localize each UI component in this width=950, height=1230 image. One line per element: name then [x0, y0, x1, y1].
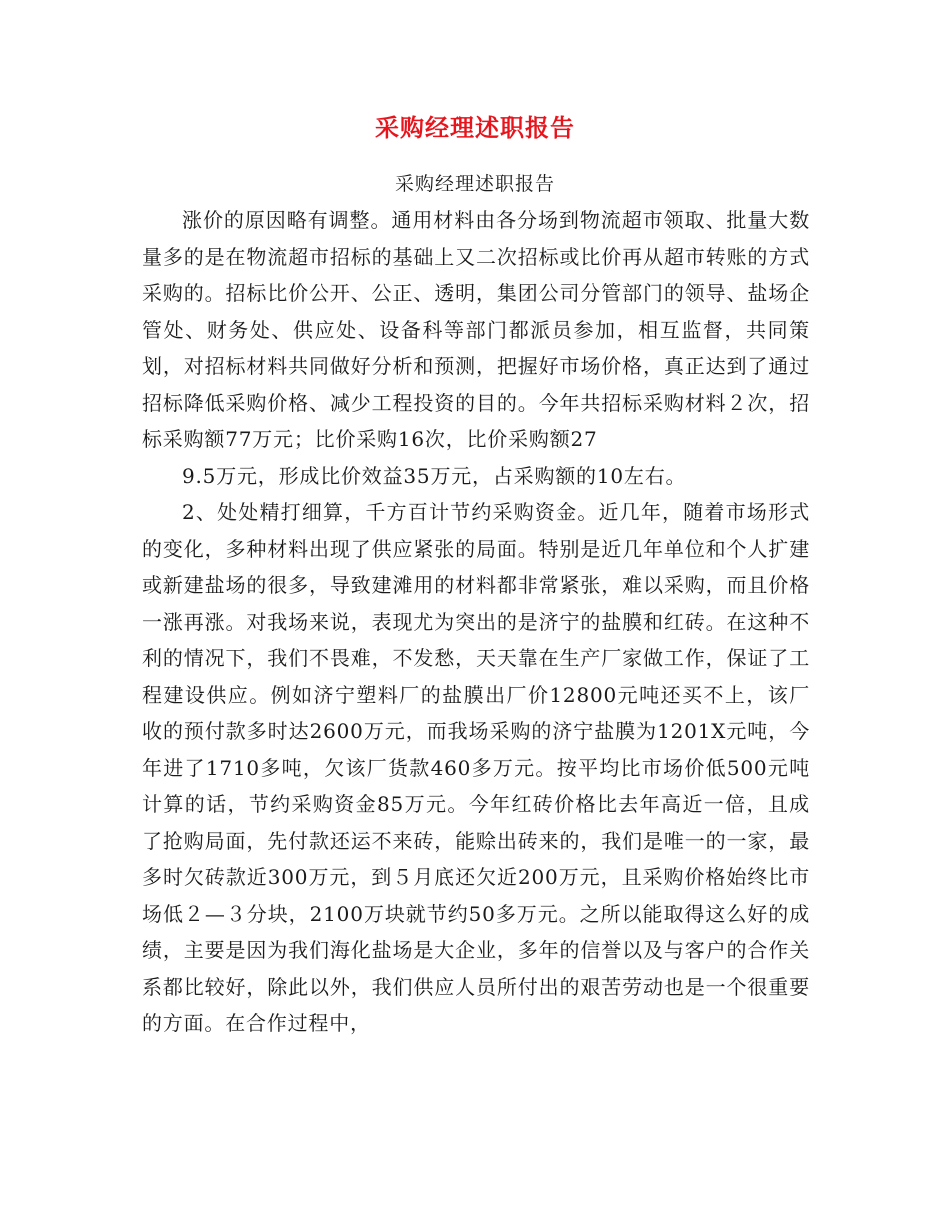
document-subtitle: 采购经理述职报告 [394, 173, 555, 195]
document-title: 采购经理述职报告 [375, 113, 575, 142]
paragraph-1: 涨价的原因略有调整。通用材料由各分场到物流超市领取、批量大数量多的是在物流超市招标的基础上又二次招标或比价再从超市转账的方式采购的。招标比价公开、公正、透明，集团公司分管部门的领导、盐场企管处、财务处、供应处、设备科等部门都派员参加，相互监督，共同策划，对招标材料共同做好分析和预测，把握好市场价格，真正达到了通过招标降低采购价格、减少工程投资的目的。今年共招标采购材料２次，招标采购额77万元；比价采购16次，比价采购额27 [142, 208, 810, 451]
paragraph-2: 9.5万元，形成比价效益35万元，占采购额的10左右。 [182, 463, 687, 488]
paragraph-3: 2、处处精打细算，千方百计节约采购资金。近几年，随着市场形式的变化，多种材料出现了供应紧张的局面。特别是近几年单位和个人扩建或新建盐场的很多，导致建滩用的材料都非常紧张，难以采购，而且价格一涨再涨。对我场来说，表现尤为突出的是济宁的盐膜和红砖。在这种不利的情况下，我们不畏难，不发愁，天天靠在生产厂家做工作，保证了工程建设供应。例如济宁塑料厂的盐膜出厂价12800元吨还买不上，该厂收的预付款多时达2600万元，而我场采购的济宁盐膜为1201X元吨，今年进了1710多吨，欠该厂货款460多万元。按平均比市场价低500元吨计算的话，节约采购资金85万元。今年红砖价格比去年高近一倍，且成了抢购局面，先付款还运不来砖，能赊出砖来的，我们是唯一的一家，最多时欠砖款近300万元，到５月底还欠近200万元，且采购价格始终比市场低２—３分块，2100万块就节约50多万元。之所以能取得这么好的成绩，主要是因为我们海化盐场是大企业，多年的信誉以及与客户的合作关系都比较好，除此以外，我们供应人员所付出的艰苦劳动也是一个很重要的方面。在合作过程中， [142, 500, 810, 1035]
document-body [142, 202, 810, 1042]
